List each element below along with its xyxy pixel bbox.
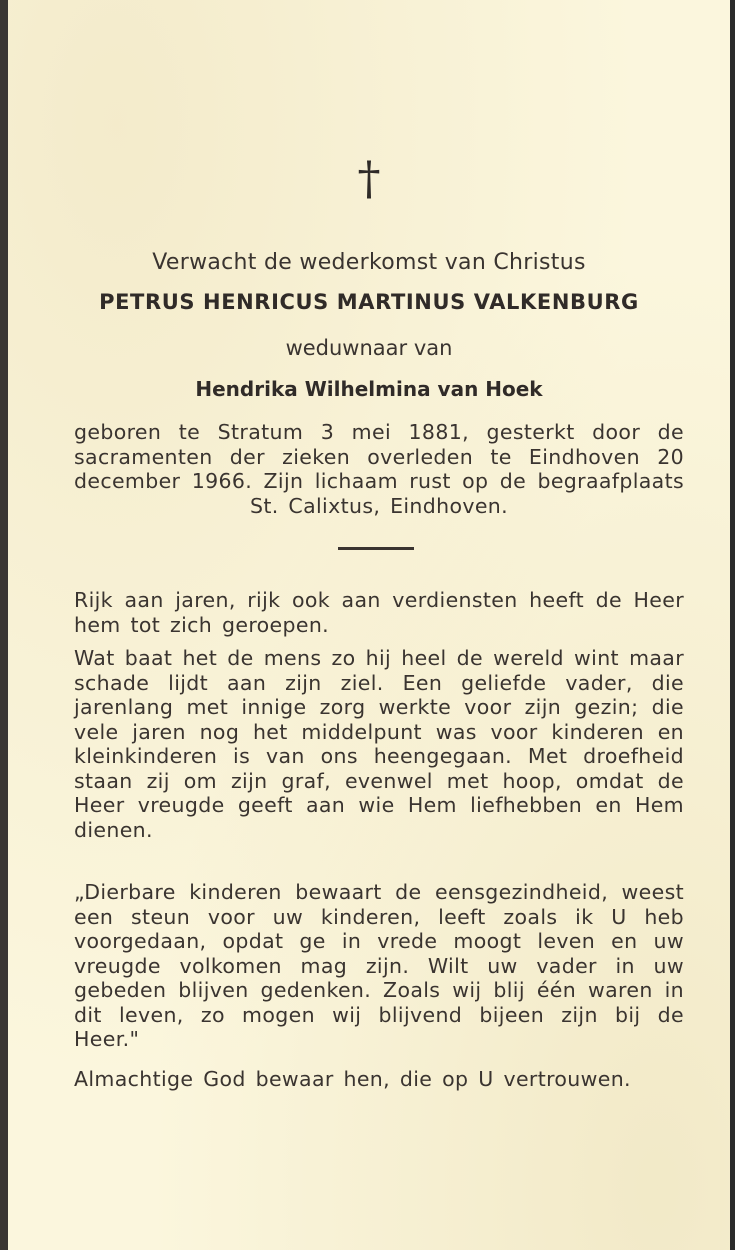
opening-line: Verwacht de wederkomst van Christus (152, 250, 586, 275)
card-left-edge (0, 0, 8, 1250)
paragraph-2: Wat baat het de mens zo hij heel de wereld wint maar schade lijdt aan zijn ziel. Een geliefde vader, die jarenlang met innige zorg werkte voor zijn gezin; die vele jaren nog het middelpunt was voor kinderen en kleinkinderen is van ons heengegaan. Met droefheid staan zij om zijn graf, evenwel met hoop, omdat de Heer vreugde geeft aan wie Hem liefhebben en Hem dienen. (74, 646, 684, 842)
relation-text: weduwnaar van (285, 336, 453, 360)
cross-icon: † (357, 151, 381, 205)
divider-line (338, 547, 414, 550)
paragraph-4: Almachtige God bewaar hen, die op U vertrouwen. (74, 1067, 631, 1091)
deceased-name: PETRUS HENRICUS MARTINUS VALKENBURG (99, 290, 639, 314)
spouse-name: Hendrika Wilhelmina van Hoek (195, 377, 543, 401)
paragraph-1: Rijk aan jaren, rijk ook aan verdiensten heeft de Heer hem tot zich geroepen. (74, 588, 684, 637)
birth-death-paragraph: geboren te Stratum 3 mei 1881, gesterkt door de sacramenten der zieken overleden te Eindhoven 20 december 1966. Zijn lichaam rust op de begraafplaats St. Calixtus, Eindhoven. (74, 420, 684, 518)
paragraph-3: „Dierbare kinderen bewaart de eensgezindheid, weest een steun voor uw kinderen, leeft zoals ik U heb voorgedaan, opdat ge in vrede moogt leven en uw vreugde volkomen mag zijn. Wilt uw vader in uw gebeden blijven gedenken. Zoals wij blij één waren in dit leven, zo mogen wij blijvend bijeen zijn bij de Heer." (74, 880, 684, 1051)
memorial-card (8, 0, 730, 1250)
